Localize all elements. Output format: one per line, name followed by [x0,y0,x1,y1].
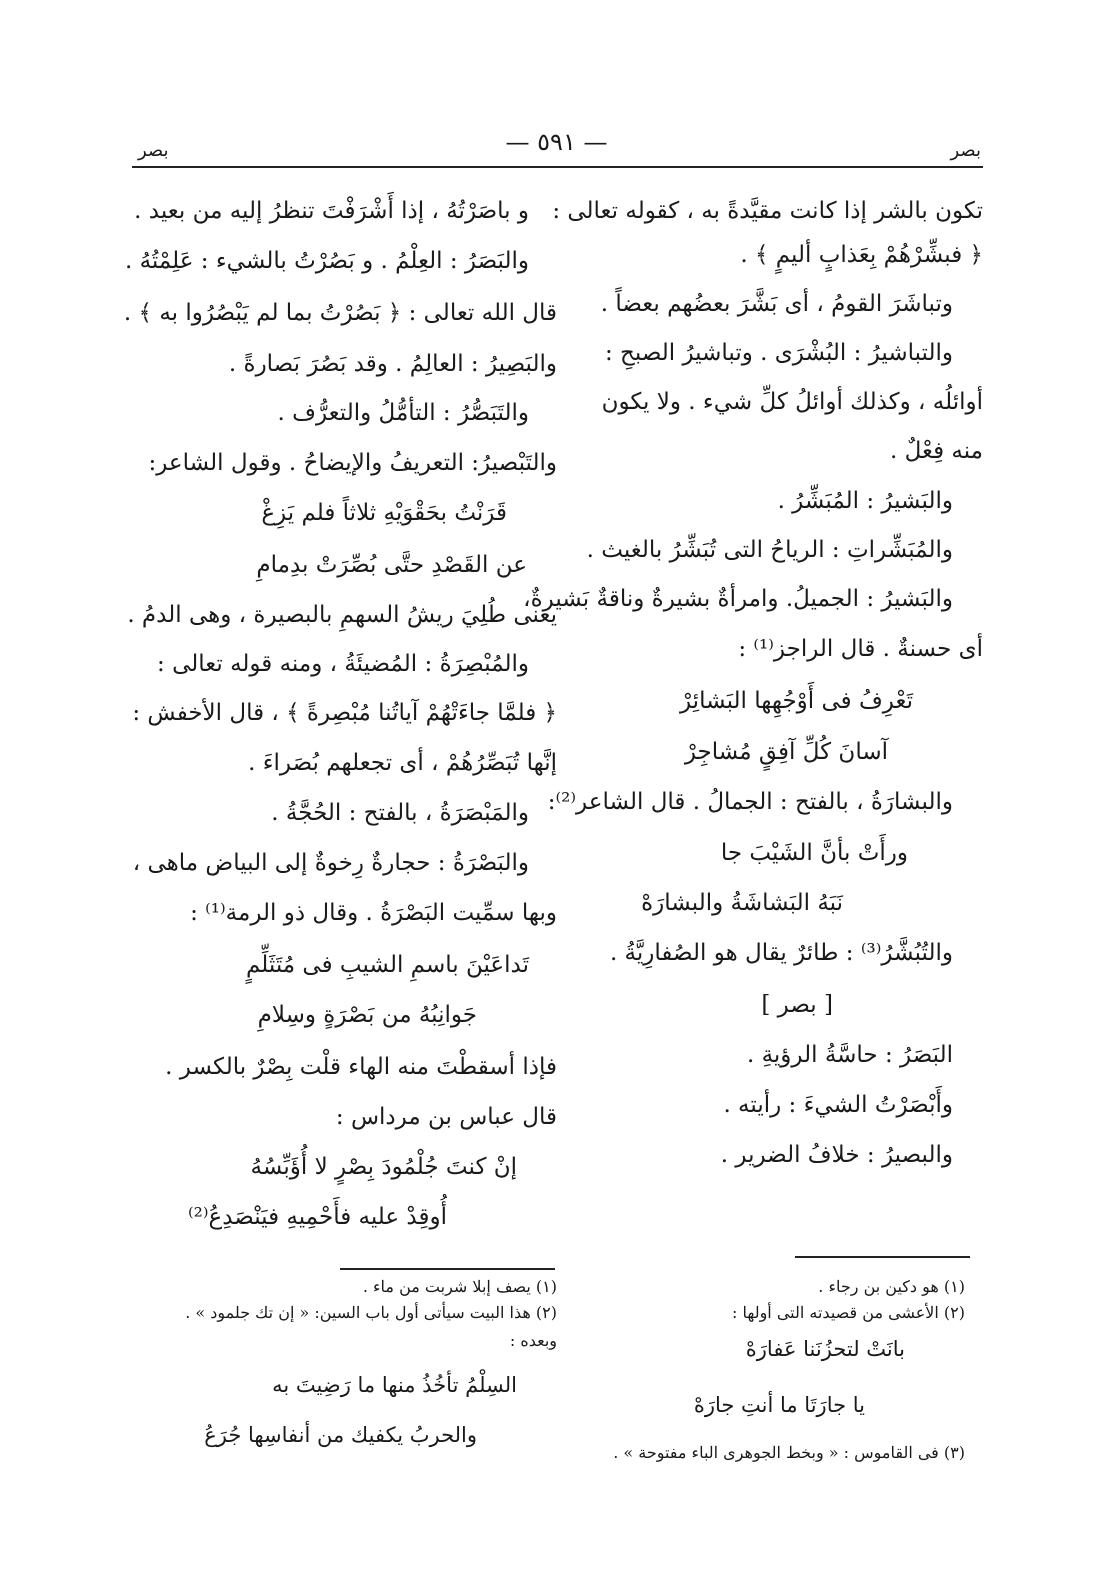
text-line: وبها سمِّيت البَصْرَةُ . وقال ذو الرمة⁽¹⁾ : [190,900,557,926]
text-line: والبَصِيرُ : العالِمُ . وقد بَصُرَ بَصارةً . [228,351,557,377]
text-line: والمُبَشِّراتِ : الرياحُ التى تُبَشِّرُ بالغيث . [586,537,953,563]
quran-verse: ﴿ فبشِّرْهُمْ بِعَذابٍ أليمٍ ﴾ . [740,242,983,268]
text-line: و باصَرْتُهُ ، إذا أَشْرَفْتَ تنظرُ إليه من بعيد . [134,198,529,224]
text-line: والمَبْصَرَةُ ، بالفتح : الحُجَّةُ . [271,800,529,826]
verse-line: تَعْرِفُ فى أَوْجُهِها البَشائِرْ [679,688,913,714]
text-line: والبَصَرُ : العِلْمُ . و بَصُرْتُ بالشيء : عَلِمْتُهُ . [124,248,529,274]
text-line: والتُبُشَّرُ⁽³⁾ : طائرٌ يقال هو الصُفارِيَّةُ . [609,940,953,966]
text-line: البَصَرُ : حاسَّةُ الرؤيةِ . [746,1042,953,1068]
text-line: منه فِعْلٌ . [889,438,983,464]
footnote-verse: يا جارَتَا ما أنتِ جارَهْ [693,1393,865,1417]
text-line: أوائلُه ، وكذلك أوائلُ كلِّ شيء . ولا يكون [601,389,983,415]
text-line: إنَّها تُبَصِّرُهُمْ ، أى تجعلهم بُصَراءَ . [248,750,557,776]
text-line: والبشارَةُ ، بالفتح : الجمالُ . قال الشاعر⁽²⁾: [547,789,953,815]
text-line: والتَبَصُّرُ : التأمُّلُ والتعرُّف . [277,400,529,426]
text-line: والتَبْصيرُ: التعريفُ والإيضاحُ . وقول الشاعر: [148,450,557,476]
right-column [523,186,983,1226]
footnote-text: وبعده : [509,1331,557,1350]
footnote-1: (١) يصف إبلا شربت من ماء . [362,1277,557,1296]
text-line: فإذا أسقطْتَ منه الهاء قلْت بِصْرٌ بالكسر . [165,1054,557,1080]
verse-line: تَداعَيْنَ باسمِ الشيبِ فى مُتَثَلِّمٍ [246,952,529,978]
text-line: وأَبْصَرْتُ الشيءَ : رأيته . [723,1092,953,1118]
verse-line: آسانَ كُلِّ آفِقٍ مُشاجِرْ [684,739,888,765]
text-line: والبَشيرُ : الجميلُ. وامرأةٌ بشيرةٌ وناقةٌ بَشيرةٌ، [523,586,953,612]
footnote-2: (٢) الأعشى من قصيدته التى أولها : [731,1303,965,1322]
text-line: والبَشيرُ : المُبَشِّرُ . [777,488,953,514]
text-line: وتباشَرَ القومُ ، أى بَشَّرَ بعضُهم بعضاً . [600,291,953,317]
footnotes-right [575,1274,965,1494]
text-line: تكون بالشر إذا كانت مقيَّدةً به ، كقوله تعالى : [552,198,983,224]
page-number: — ٥٩١ — [505,128,608,156]
header-rule [132,166,983,168]
footnotes-left [132,1274,557,1494]
verse-line: عن القَصْدِ حتَّى بُصِّرَتْ بدِمامِ [256,552,527,578]
text-line: والتباشيرُ : البُشْرَى . وتباشيرُ الصبحِ : [604,340,953,366]
left-column [123,186,557,1246]
footnote-2: (٢) هذا البيت سيأتى أول باب السين: « إن تك جلمود » . [185,1303,557,1322]
text-line: والمُبْصِرَةُ : المُضيئَةُ ، ومنه قوله تعالى : [157,651,529,677]
footnote-verse: بانَتْ لتحزُنَنا عَفارَهْ [745,1337,905,1361]
footnote-1: (١) هو دكين بن رجاء . [818,1277,965,1296]
footnote-3: (٣) فى القاموس : « وبخط الجوهرى الباء مفتوحة » . [613,1443,965,1462]
verse-line: ورأَتْ بأنَّ الشَيْبَ جا [720,840,908,866]
header-right-word: بصر [950,140,981,161]
section-heading: [ بصر ] [761,992,833,1018]
text-line: والبَصْرَةُ : حجارةٌ رِخوةٌ إلى البياض ماهى ، [132,850,529,876]
verse-line: قَرَنْتُ بحَقْوَيْهِ ثلاثاً فلم يَزِغْ [261,500,507,526]
footnote-rule-left [340,1268,555,1270]
quran-verse: ﴿ فلمَّا جاءَتْهُمْ آياتُنا مُبْصِرةً ﴾ ، قال الأخفش : [132,700,557,726]
text-line: قال عباس بن مرداس : [335,1104,557,1130]
verse-line: إنْ كنتَ جُلْمُودَ بِصْرٍ لا أُؤَبِّسُهُ [250,1154,517,1180]
footnote-verse: السِلْمُ تأخُذُ منها ما رَضِيتَ به [272,1373,517,1397]
footnote-verse: والحربُ يكفيك من أنفاسِها جُرَعُ [204,1423,477,1447]
verse-line: أُوقِدْ عليه فأَحْمِيهِ فيَنْصَدِعُ⁽²⁾ [187,1204,447,1230]
text-line: قال الله تعالى : ﴿ بَصُرْتُ بما لم يَبْصُرُوا به ﴾ . [123,300,557,326]
text-line: والبصيرُ : خلافُ الضرير . [720,1142,953,1168]
text-line: يعنى طُلِيَ ريشُ السهمِ بالبصيرة ، وهى الدمُ . [127,602,557,628]
text-line: أى حسنةٌ . قال الراجز⁽¹⁾ : [738,636,983,662]
footnote-rule-right [795,1256,970,1258]
header-left-word: بصر [138,140,169,161]
verse-line: نَبَهُ البَشاشَةُ والبشارَهْ [641,890,843,916]
verse-line: جَوانِبُهُ من بَصْرَةٍ وسِلامِ [257,1002,477,1028]
